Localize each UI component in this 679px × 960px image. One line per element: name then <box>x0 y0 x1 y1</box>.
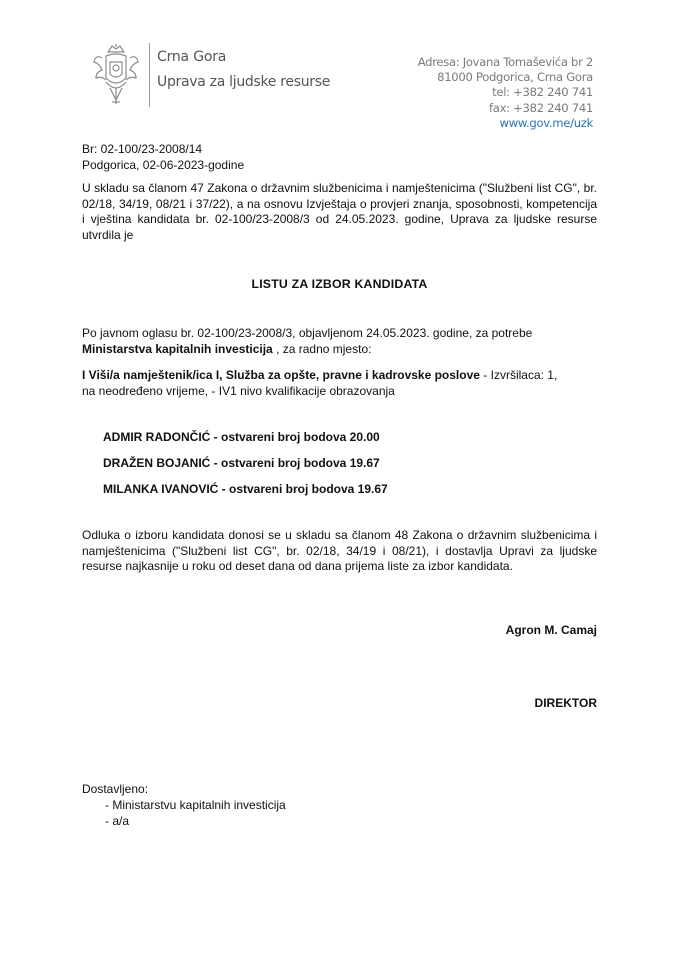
document-title: LISTU ZA IZBOR KANDIDATA <box>251 277 428 291</box>
header-divider <box>149 43 150 107</box>
announcement-suffix: , za radno mjesto: <box>272 341 372 356</box>
announcement-paragraph <box>82 326 602 357</box>
contact-block <box>418 55 593 131</box>
coat-of-arms-logo <box>92 44 140 106</box>
announcement-text: Po javnom oglasu br. 02-100/23-2008/3, objavljenom 24.05.2023. godine, za potrebe <box>82 326 533 340</box>
delivered-item: - Ministarstvu kapitalnih investicija <box>105 798 286 812</box>
fax: fax: +382 240 741 <box>488 100 593 115</box>
intro-paragraph: U skladu sa članom 47 Zakona o državnim službenicima i namještenicima ("Službeni list CG", br. 02/18, 34/19, 08/21 i 37/22), a na osnovu Izvještaja o provjeri znanja, sposobnosti, kompetencija i vještina kandidata br. 02-100/23-2008/3 od 24.05.2023. godine, Uprava za ljudske resurse utvrdila je <box>82 181 597 242</box>
candidate-item: DRAŽEN BOJANIĆ - ostvareni broj bodova 19.67 <box>103 456 380 470</box>
candidate-item: ADMIR RADONČIĆ - ostvareni broj bodova 20.00 <box>103 430 380 444</box>
telephone: tel: +382 240 741 <box>492 85 593 100</box>
candidate-item: MILANKA IVANOVIĆ - ostvareni broj bodova 19.67 <box>103 482 388 496</box>
decision-paragraph: Odluka o izboru kandidata donosi se u skladu sa članom 48 Zakona o državnim službenicima i namještenicima ("Službeni list CG", br. 02/18, 34/19 i 08/21), i dostavlja Upravi za ljudske resurse najkasnije u roku od deset dana od dana prijema liste za izbor kandidata. <box>82 528 597 574</box>
position-title: I Viši/a namještenik/ica I, Služba za opšte, pravne i kadrovske poslove <box>82 368 480 382</box>
position-details-2: na neodređeno vrijeme, - IV1 nivo kvalifikacije obrazovanja <box>82 383 395 398</box>
reference-number: Br: 02-100/23-2008/14 <box>82 142 203 156</box>
ministry-name: Ministarstva kapitalnih investicija <box>82 341 273 356</box>
place-date: Podgorica, 02-06-2023-godine <box>82 158 245 172</box>
org-country: Crna Gora <box>157 49 227 65</box>
city: 81000 Podgorica, Crna Gora <box>437 70 593 85</box>
website-link[interactable]: www.gov.me/uzk <box>499 115 593 130</box>
signatory-role: DIREKTOR <box>534 696 597 710</box>
org-name: Uprava za ljudske resurse <box>157 74 331 90</box>
position-details-1: - Izvršilaca: 1, <box>479 368 558 382</box>
position-paragraph <box>82 368 602 399</box>
delivered-label: Dostavljeno: <box>82 782 149 796</box>
signatory-name: Agron M. Camaj <box>505 623 597 637</box>
address: Adresa: Jovana Tomaševića br 2 <box>417 55 593 69</box>
delivered-item: - a/a <box>105 814 130 828</box>
